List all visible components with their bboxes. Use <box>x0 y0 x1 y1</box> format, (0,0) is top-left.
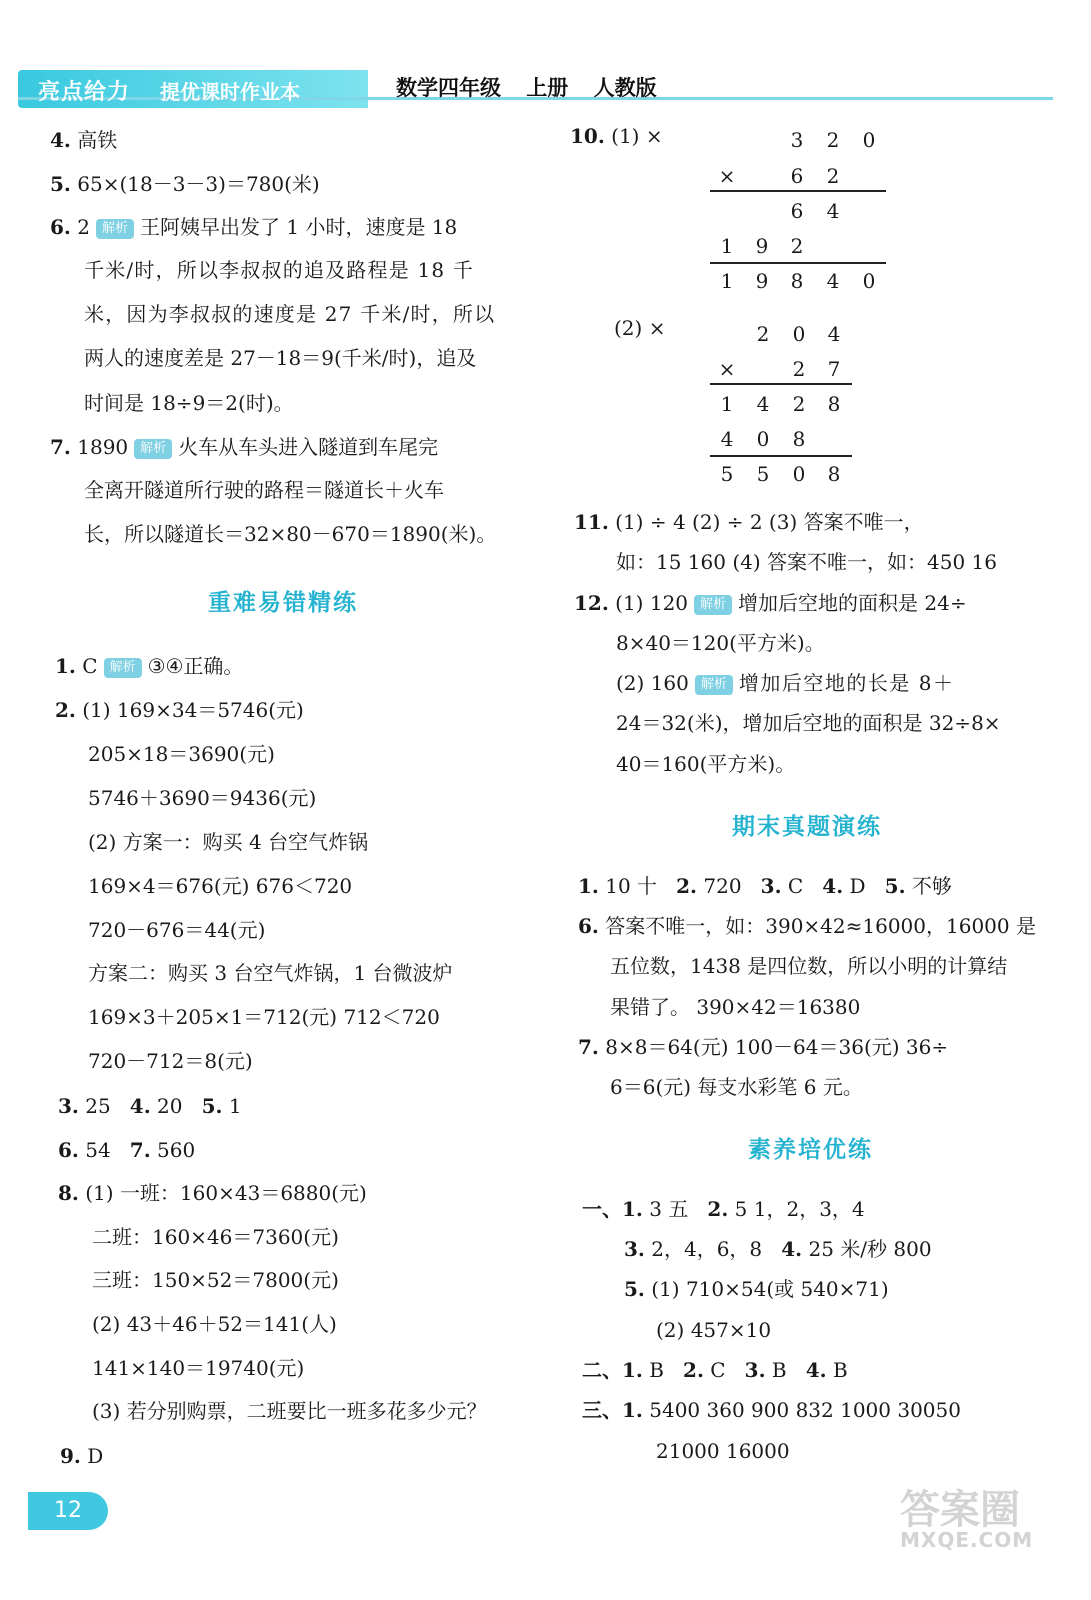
answer-6-line: 千米/时，所以李叔叔的追及路程是 18 千 <box>84 258 475 282</box>
calc1-digit: 3 <box>790 128 804 152</box>
section-title-3: 素养培优练 <box>748 1137 873 1163</box>
calc2-digit: 8 <box>827 392 841 416</box>
s1-answers-6-7: 6. 54 7. 560 <box>58 1138 196 1162</box>
analysis-tag: 解析 <box>96 219 134 239</box>
calc2-result-digit: 8 <box>827 462 841 486</box>
series-title: 提优课时作业本 <box>160 80 300 104</box>
answer-11: 11. (1) ÷ 4 (2) ÷ 2 (3) 答案不唯一， <box>574 510 924 534</box>
s1-answers-3-5: 3. 25 4. 20 5. 1 <box>58 1094 242 1118</box>
calc2-digit: 0 <box>792 322 806 346</box>
s3-part3-line2: 21000 16000 <box>656 1439 790 1463</box>
s1-answer-8-line: (3) 若分别购票，二班要比一班多花多少元？ <box>92 1399 487 1423</box>
page-number: 12 <box>28 1492 108 1530</box>
calc1-result-digit: 8 <box>790 269 804 293</box>
analysis-tag: 解析 <box>104 658 142 678</box>
s1-answer-2-line: (2) 方案一：购买 4 台空气炸锅 <box>88 830 369 854</box>
s2-answer-6-line: 果错了。 390×42＝16380 <box>610 995 861 1019</box>
s1-answer-1: 1. C 解析 ③④正确。 <box>55 654 244 678</box>
answer-6-line: 米，因为李叔叔的速度是 27 千米/时，所以 <box>84 302 496 326</box>
analysis-tag: 解析 <box>694 595 732 615</box>
section-title-2: 期末真题演练 <box>732 814 882 840</box>
analysis-tag: 解析 <box>134 439 172 459</box>
answer-12-line: 24＝32(米)，增加后空地的面积是 32÷8× <box>616 711 1001 735</box>
s1-answer-2-line: 720－676＝44(元) <box>88 918 266 942</box>
calc1-result-digit: 9 <box>755 269 769 293</box>
answer-5: 5. 65×(18－3－3)＝780(米) <box>50 172 320 196</box>
calc1-rule <box>710 262 886 264</box>
calc2-result-digit: 5 <box>720 462 734 486</box>
calc2-result-digit: 5 <box>756 462 770 486</box>
calc2-digit: 4 <box>827 322 841 346</box>
calc2-digit: 1 <box>720 392 734 416</box>
calc2-multiply-sign: × <box>718 357 736 381</box>
s1-answer-8-line: 141×140＝19740(元) <box>92 1356 305 1380</box>
section-title-1: 重难易错精练 <box>208 590 358 616</box>
answer-7-line: 全离开隧道所行驶的路程＝隧道长＋火车 <box>84 478 444 502</box>
calc1-digit: 2 <box>790 234 804 258</box>
calc2-rule <box>710 383 852 385</box>
calc1-result-digit: 1 <box>720 269 734 293</box>
calc1-digit: 6 <box>790 164 804 188</box>
calc1-result-digit: 4 <box>826 269 840 293</box>
s1-answer-8: 8. (1) 一班：160×43＝6880(元) <box>58 1181 367 1205</box>
calc2-digit: 0 <box>756 427 770 451</box>
calc2-digit: 4 <box>720 427 734 451</box>
answer-11-line: 如：15 160 (4) 答案不唯一，如：450 16 <box>616 550 998 574</box>
calc2-digit: 4 <box>756 392 770 416</box>
answer-6: 6. 2 解析 王阿姨早出发了 1 小时，速度是 18 <box>50 215 458 239</box>
s1-answer-2-line: 5746＋3690＝9436(元) <box>88 786 317 810</box>
s3-part3: 三、1. 5400 360 900 832 1000 30050 <box>582 1398 961 1422</box>
calc1-digit: 1 <box>720 234 734 258</box>
s1-answer-2-line: 方案二：购买 3 台空气炸锅，1 台微波炉 <box>88 961 453 985</box>
watermark-url: MXQE.COM <box>900 1528 1034 1552</box>
s3-part1-line4: (2) 457×10 <box>656 1318 772 1342</box>
answer-10-part1: 10. (1) × <box>570 124 663 148</box>
answer-10-part2: (2) × <box>614 316 666 340</box>
s1-answer-8-line: (2) 43＋46＋52＝141(人) <box>92 1312 337 1336</box>
watermark-logo: 答案圈 <box>900 1487 1020 1533</box>
book-info: 数学四年级 上册 人教版 <box>396 76 657 100</box>
calc2-digit: 2 <box>792 357 806 381</box>
answer-4: 4. 高铁 <box>50 128 118 152</box>
brand-logo: 亮点给力 <box>38 80 131 105</box>
answer-12-part2: (2) 160 解析 增加后空地的长是 8＋ <box>616 671 955 695</box>
calc1-digit: 2 <box>826 164 840 188</box>
calc2-rule <box>710 455 852 457</box>
answer-6-line: 两人的速度差是 27－18＝9(千米/时)，追及 <box>84 346 477 370</box>
calc2-digit: 8 <box>792 427 806 451</box>
analysis-tag: 解析 <box>695 675 733 695</box>
s2-answers-1-5: 1. 10 十 2. 720 3. C 4. D 5. 不够 <box>578 874 952 898</box>
answer-7-line: 长，所以隧道长＝32×80－670＝1890(米)。 <box>84 522 497 546</box>
s1-answer-2-line: 205×18＝3690(元) <box>88 742 275 766</box>
s2-answer-7: 7. 8×8＝64(元) 100－64＝36(元) 36÷ <box>578 1035 949 1059</box>
s2-answer-7-line: 6＝6(元) 每支水彩笔 6 元。 <box>610 1075 863 1099</box>
s3-part2: 二、1. B 2. C 3. B 4. B <box>582 1358 848 1382</box>
calc1-multiply-sign: × <box>718 164 736 188</box>
s1-answer-2: 2. (1) 169×34＝5746(元) <box>55 698 304 722</box>
calc2-digit: 2 <box>792 392 806 416</box>
answer-7: 7. 1890 解析 火车从车头进入隧道到车尾完 <box>50 435 439 459</box>
s1-answer-8-line: 三班：150×52＝7800(元) <box>92 1268 339 1292</box>
s1-answer-2-line: 169×3＋205×1＝712(元) 712＜720 <box>88 1005 440 1029</box>
calc1-digit: 0 <box>862 128 876 152</box>
s1-answer-8-line: 二班：160×46＝7360(元) <box>92 1225 339 1249</box>
calc2-digit: 7 <box>827 357 841 381</box>
answer-12: 12. (1) 120 解析 增加后空地的面积是 24÷ <box>574 591 967 615</box>
calc2-result-digit: 0 <box>792 462 806 486</box>
s1-answer-2-line: 169×4＝676(元) 676＜720 <box>88 874 353 898</box>
s2-answer-6-line: 五位数，1438 是四位数，所以小明的计算结 <box>610 954 1008 978</box>
calc2-digit: 2 <box>756 322 770 346</box>
calc1-digit: 4 <box>826 199 840 223</box>
s2-answer-6: 6. 答案不唯一，如：390×42≈16000，16000 是 <box>578 914 1036 938</box>
answer-12-line: 40＝160(平方米)。 <box>616 752 796 776</box>
answer-12-line: 8×40＝120(平方米)。 <box>616 631 825 655</box>
s1-answer-9: 9. D <box>60 1444 104 1468</box>
s3-part1-line3: 5. (1) 710×54(或 540×71) <box>624 1277 889 1301</box>
s1-answer-2-line: 720－712＝8(元) <box>88 1049 253 1073</box>
calc1-digit: 6 <box>790 199 804 223</box>
calc1-result-digit: 0 <box>862 269 876 293</box>
calc1-rule <box>710 190 886 192</box>
answer-6-line: 时间是 18÷9＝2(时)。 <box>84 391 294 415</box>
calc1-digit: 9 <box>755 234 769 258</box>
s3-part1-line1: 一、1. 3 五 2. 5 1，2，3，4 <box>582 1197 865 1221</box>
calc1-digit: 2 <box>826 128 840 152</box>
s3-part1-line2: 3. 2，4，6，8 4. 25 米/秒 800 <box>624 1237 932 1261</box>
